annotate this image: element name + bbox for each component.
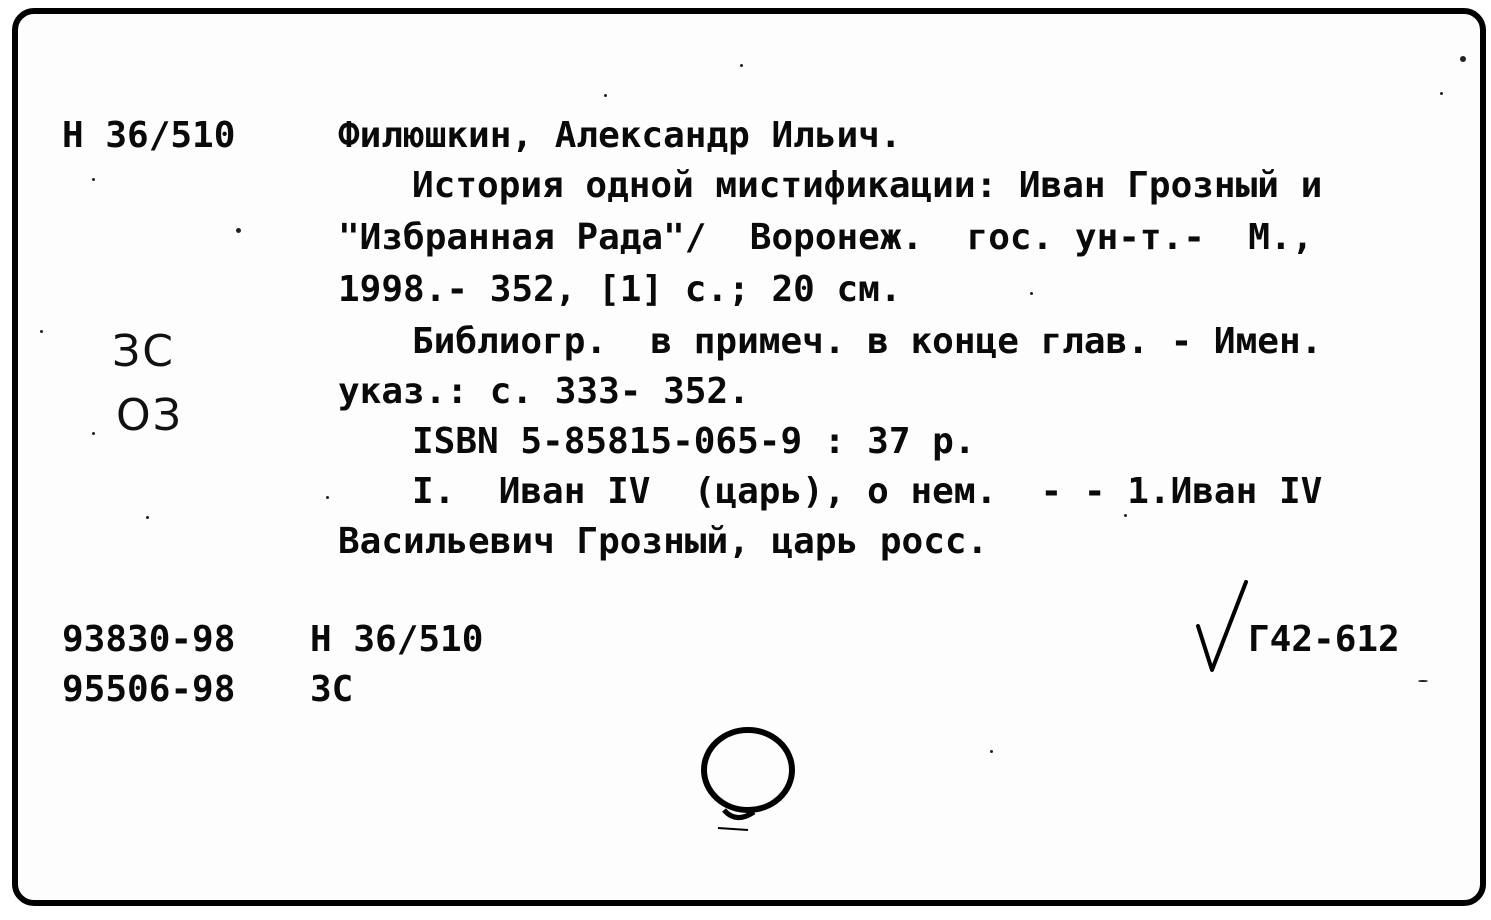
inventory-code: ЗС [310,669,354,710]
inventory-number: 93830-98 [62,619,236,660]
circle-icon [696,724,806,844]
subject-line: Васильевич Грозный, царь росс. [338,521,989,562]
scan-speck [1124,514,1127,517]
scan-speck [1460,56,1466,62]
call-number: Н 36/510 [62,115,236,156]
inventory-code: Н 36/510 [310,619,484,660]
title-line: История одной мистификации: Иван Грозный и [412,165,1323,206]
note-line: указ.: с. 333- 352. [338,371,750,412]
subject-line: I. Иван IV (царь), о нем. - - 1.Иван IV [412,471,1323,512]
title-line: "Избранная Рада"/ Воронеж. гос. ун-т.- М., [338,217,1314,258]
inventory-number: 95506-98 [62,669,236,710]
scan-speck [1418,680,1428,682]
handwritten-code: ОЗ [116,390,183,441]
isbn: ISBN 5-85815-065-9 : 37 р. [412,421,976,462]
scan-speck [604,94,607,97]
classification: Г42-612 [1248,619,1400,660]
scan-speck [236,228,241,233]
note-line: Библиогр. в примеч. в конце глав. - Имен. [412,321,1323,362]
title-line: 1998.- 352, [1] с.; 20 см. [338,269,902,310]
handwritten-code: ЗС [112,326,175,377]
scan-speck [740,64,743,67]
scan-speck [146,516,149,519]
scan-speck [40,330,43,333]
scan-speck [990,750,993,753]
scan-speck [92,432,95,435]
scan-speck [1440,92,1443,95]
author: Филюшкин, Александр Ильич. [338,115,902,156]
scan-speck [326,496,329,499]
scan-speck [92,178,95,181]
scan-speck [1030,292,1033,295]
